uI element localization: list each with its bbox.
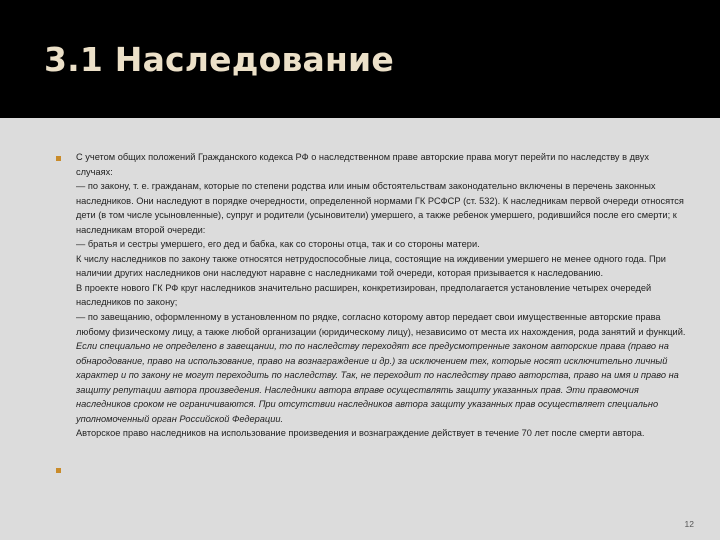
paragraph-italic-rights: Если специально не определено в завещании, то по наследству переходят все предусмотренные законом авторские права (право на обнародование, право на использование, право на вознаграждение и др.) за исключением тех, которые носят исключительно личный характер и по закону не могут переходить по наследству. Так, не переходит по наследству право авторства, право на имя и право на защиту репутации автора произведения. Наследники автора вправе осуществлять защиту указанных прав. Эти правомочия наследников сроком не ограничиваются. При отсутствии наследников автора защиту указанных прав осуществляет специально уполномоченный орган Российской Федерации. xyxy=(76,341,679,424)
paragraph-by-will: — по завещанию, оформленному в установленном по рядке, согласно которому автор передает свои имущественные авторские права любому физическому лицу, а также любой организации (юридическому лицу), независимо от места их нахождения, рода занятий и функций. xyxy=(76,312,686,337)
paragraph-new-code: В проекте нового ГК РФ круг наследников значительно расширен, конкретизирован, предполагается установление четырех очередей наследников по закону; xyxy=(76,282,652,308)
body-text xyxy=(76,150,688,441)
bullet-marker-1 xyxy=(56,156,61,161)
paragraph-siblings: — братья и сестры умершего, его дед и бабка, как со стороны отца, так и со стороны матери. xyxy=(76,239,480,250)
paragraph-duration: Авторское право наследников на использование произведения и вознаграждение действует в течение 70 лет после смерти автора. xyxy=(76,428,645,439)
paragraph-dependants: К числу наследников по закону также относятся нетрудоспособные лица, состоящие на иждивении умершего не менее одного года. При наличии других наследников они наследуют наравне с наследниками той очереди, которая призывается к наследованию. xyxy=(76,253,666,279)
title-band xyxy=(0,0,720,118)
bullet-marker-2 xyxy=(56,468,61,473)
paragraph-by-law: — по закону, т. е. гражданам, которые по степени родства или иным обстоятельствам законодательно включены в перечень законных наследников. Они наследуют в порядке очередности, определенной нормами ГК РСФСР (ст. 532). К наследникам первой очереди относятся дети (в том числе усыновленные), супруг и родители (усыновители) умершего, а также ребенок умершего, родившийся после его смерти; к наследникам второй очереди: xyxy=(76,181,684,235)
slide-title: 3.1 Наследование xyxy=(44,40,394,79)
page-number: 12 xyxy=(684,519,694,529)
paragraph-intro: С учетом общих положений Гражданского кодекса РФ о наследственном праве авторские права могут перейти по наследству в двух случаях: xyxy=(76,152,649,177)
